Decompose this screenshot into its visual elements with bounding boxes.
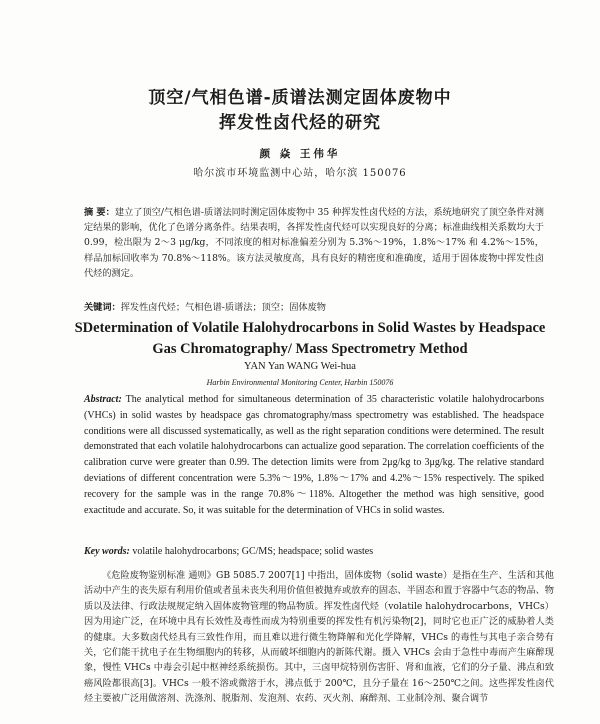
- keywords-cn: [84, 301, 544, 315]
- affiliation-cn: 哈尔滨市环境监测中心站，哈尔滨 150076: [193, 168, 407, 179]
- abstract-cn-text: 建立了顶空/气相色谱-质谱法同时测定固体废物中 35 种挥发性卤代烃的方法，系统地研究了顶空条件对测定结果的影响，优化了色谱分离条件。结果表明，各挥发性卤代烃可以实现良好的分离；标准曲线相关系数均大于 0.99，检出限为 2～3 μg/kg，不同浓度的相对标准偏差分别为 5.3%～19%，1.8%～17% 和 4.2%～15%，样品加标回收率为 70.8%～118%。该方法灵敏度高，具有良好的精密度和准确度，适用于固体废物中挥发性卤代烃的测定。: [84, 207, 544, 279]
- keywords-en: [84, 546, 544, 557]
- paper-title-en-line2: Gas Chromatography/ Mass Spectrometry Method: [152, 341, 468, 357]
- authors-en: YAN Yan WANG Wei-hua: [244, 361, 356, 372]
- paper-title-cn-line1: 顶空/气相色谱-质谱法测定固体废物中: [148, 88, 452, 108]
- abstract-cn: [84, 205, 544, 281]
- keywords-en-text: volatile halohydrocarbons; GC/MS; headspace; solid wastes: [132, 546, 374, 557]
- paper-title-en: [60, 318, 560, 360]
- abstract-en: [84, 392, 544, 518]
- keywords-cn-label: 关键词：: [84, 302, 121, 313]
- authors-cn: 颜 焱 王伟华: [259, 148, 341, 160]
- keywords-en-label: Key words:: [84, 546, 130, 557]
- abstract-en-text: The analytical method for simultaneous determination of 35 characteristic volatile halohydrocarbons (VHCs) in solid wastes by headspace gas chromatography/mass spectrometry was established. The headspace conditions were all discussed systematically, as well as the right separation conditions were determined. The result demonstrated that each volatile halohydrocarbons can actualize good separation. The correlation coefficients of the calibration curve were greater than 0.99. The detection limits were from 2μg/kg to 3μg/kg. The relative standard deviations of different concentration were 5.3%～19%, 1.8%～17% and 4.2%～15% respectively. The spiked recovery for the sample was in the range 70.8%～118%. Altogether the method was high sensitive, good exactitude and accurate. So, it was suitable for the determination of VHCs in solid wastes.: [84, 394, 544, 516]
- affiliation-en: Harbin Environmental Monitoring Center, Harbin 150076: [206, 378, 394, 387]
- paper-title-cn-line2: 挥发性卤代烃的研究: [219, 113, 381, 133]
- abstract-en-label: Abstract:: [84, 394, 122, 405]
- paper-title-cn: [40, 86, 560, 136]
- paper-title-en-line1: SDetermination of Volatile Halohydrocarbons in Solid Wastes by Headspace: [74, 320, 546, 336]
- abstract-cn-label: 摘 要：: [84, 207, 115, 218]
- body-paragraph: 《危险废物鉴别标准 通则》GB 5085.7 2007[1] 中指出，固体废物（solid waste）是指在生产、生活和其他活动中产生的丧失原有利用价值或者虽未丧失利用价值但被抛弃或放弃的固态、半固态和置于容器中气态的物品、物质以及法律、行政法规规定纳入固体废物管理的物品物质。挥发性卤代烃（volatile halohydrocarbons，VHCs）因为用途广泛，在环境中具有长效性及毒性而成为特别重要的挥发性有机污染物[2]，同时它也正广泛的威胁着人类的健康。大多数卤代烃具有三致性作用，而且难以进行微生物降解和光化学降解，VHCs 的毒性与其电子亲合势有关，它们能干扰电子在生物细胞内的转移，从而破坏细胞内的新陈代谢。摄入 VHCs 会由于急性中毒而产生麻醉现象，慢性 VHCs 中毒会引起中枢神经系统损伤。其中，三卤甲烷特别伤害肝、肾和血液，它们的分子量、沸点和致癌风险都很高[3]。VHCs 一般不溶或微溶于水，沸点低于 200℃，且分子量在 16～250℃之间。这些挥发性卤代烃主要被广泛用做溶剂、洗涤剂、脱脂剂、发泡剂、农药、灭火剂、麻醉剂、工业制冷剂、聚合调节: [84, 570, 554, 705]
- keywords-cn-text: 挥发性卤代烃；气相色谱-质谱法；顶空；固体废物: [120, 302, 326, 313]
